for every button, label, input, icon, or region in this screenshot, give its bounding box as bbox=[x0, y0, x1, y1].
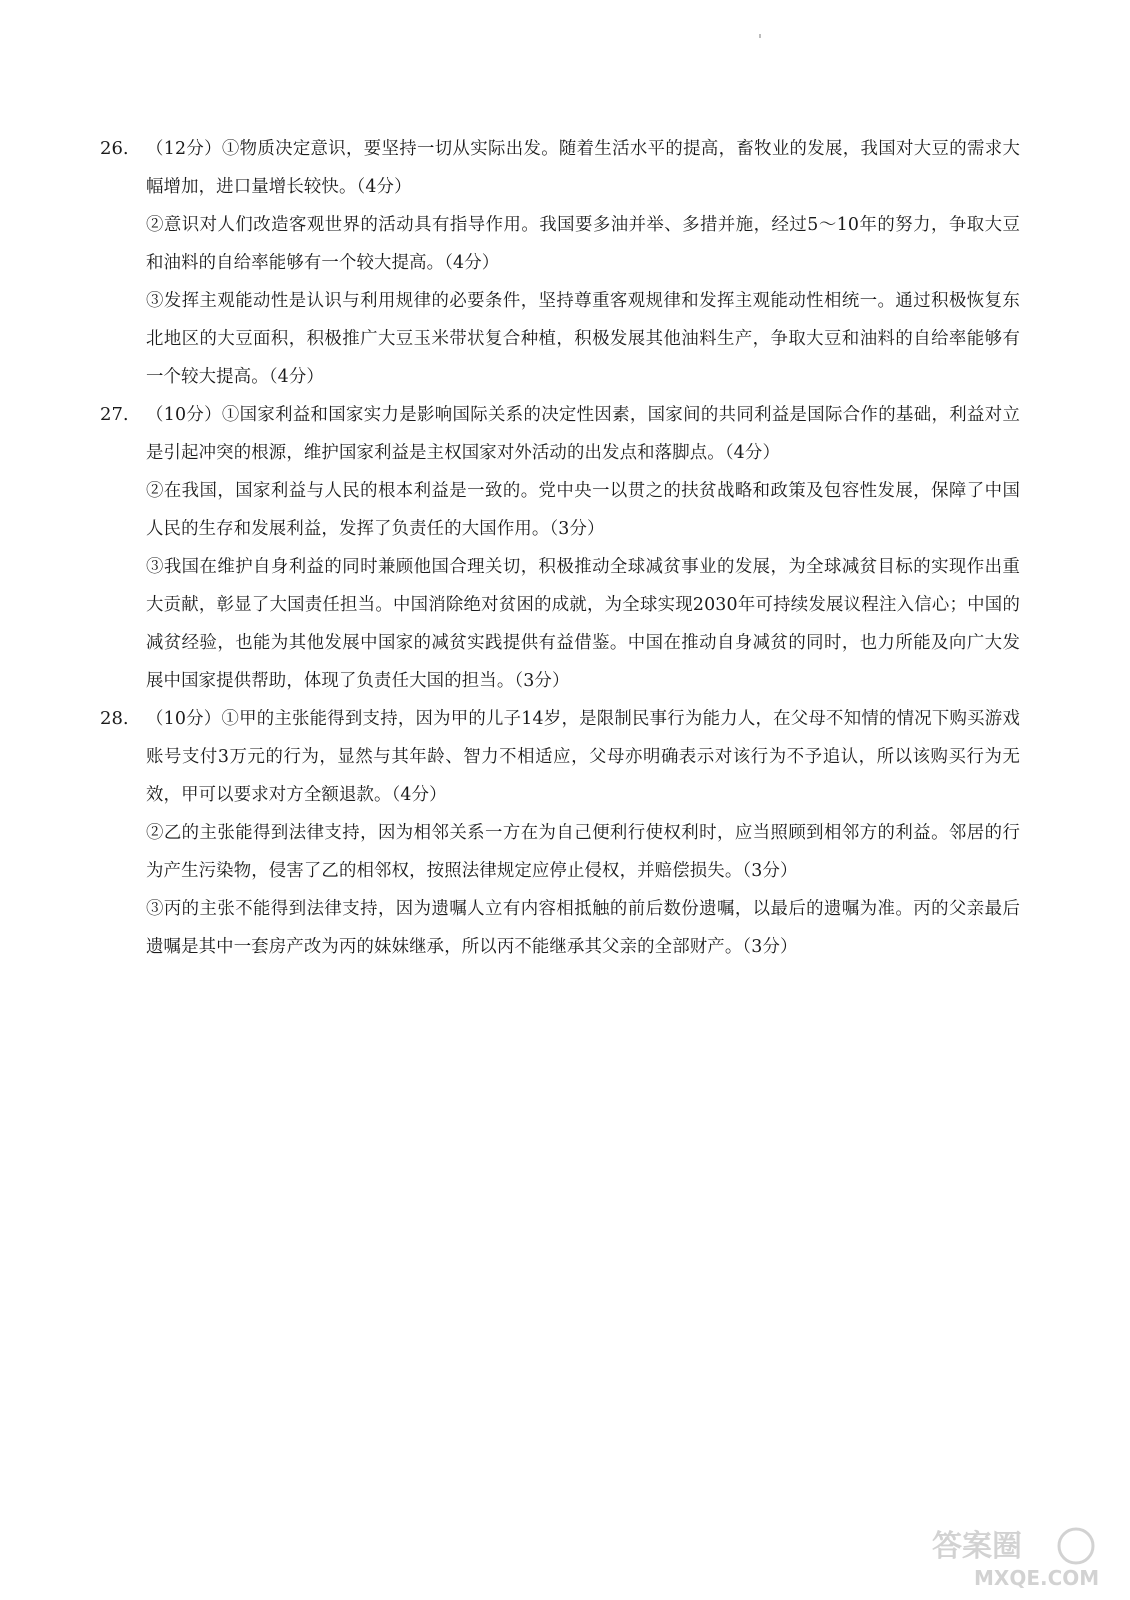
answer-paragraph: ②意识对人们改造客观世界的活动具有指导作用。我国要多油并举、多措并施，经过5～10年的努力，争取大豆和油料的自给率能够有一个较大提高。（4分） bbox=[146, 215, 1020, 273]
answer-paragraph: （10分）①国家利益和国家实力是影响国际关系的决定性因素，国家间的共同利益是国际合作的基础，利益对立是引起冲突的根源，维护国家利益是主权国家对外活动的出发点和落脚点。（4分） bbox=[146, 405, 1020, 463]
answer-paragraph: ③发挥主观能动性是认识与利用规律的必要条件，坚持尊重客观规律和发挥主观能动性相统一。通过积极恢复东北地区的大豆面积，积极推广大豆玉米带状复合种植，积极发展其他油料生产，争取大豆和油料的自给率能够有一个较大提高。（4分） bbox=[146, 291, 1020, 387]
watermark-domain: MXQE.COM bbox=[974, 1566, 1100, 1590]
answer-paragraph: ②在我国，国家利益与人民的根本利益是一致的。党中央一以贯之的扶贫战略和政策及包容性发展，保障了中国人民的生存和发展利益，发挥了负责任的大国作用。（3分） bbox=[146, 481, 1020, 539]
question-26 bbox=[100, 130, 1020, 396]
question-27 bbox=[100, 396, 1020, 700]
answer-paragraph: ③我国在维护自身利益的同时兼顾他国合理关切，积极推动全球减贫事业的发展，为全球减贫目标的实现作出重大贡献，彰显了大国责任担当。中国消除绝对贫困的成就，为全球实现2030年可持续发展议程注入信心；中国的减贫经验，也能为其他发展中国家的减贫实践提供有益借鉴。中国在推动自身减贫的同时，也力所能及向广大发展中国家提供帮助，体现了负责任大国的担当。（3分） bbox=[146, 557, 1020, 691]
question-number: 26. bbox=[100, 138, 129, 159]
watermark-logo bbox=[924, 1522, 1114, 1590]
answer-paragraph: （12分）①物质决定意识，要坚持一切从实际出发。随着生活水平的提高，畜牧业的发展，我国对大豆的需求大幅增加，进口量增长较快。（4分） bbox=[146, 139, 1020, 197]
question-number: 28. bbox=[100, 708, 129, 729]
answer-paragraph: ②乙的主张能得到法律支持，因为相邻关系一方在为自己便利行使权利时，应当照顾到相邻方的利益。邻居的行为产生污染物，侵害了乙的相邻权，按照法律规定应停止侵权，并赔偿损失。（3分） bbox=[146, 823, 1020, 881]
question-answer-body bbox=[146, 130, 1020, 396]
question-28 bbox=[100, 700, 1020, 966]
watermark-circle bbox=[1059, 1529, 1093, 1563]
question-number: 27. bbox=[100, 404, 129, 425]
answer-paragraph: ③丙的主张不能得到法律支持，因为遗嘱人立有内容相抵触的前后数份遗嘱，以最后的遗嘱为准。丙的父亲最后遗嘱是其中一套房产改为丙的妹妹继承，所以丙不能继承其父亲的全部财产。（3分） bbox=[146, 899, 1020, 957]
answer-paragraph: （10分）①甲的主张能得到支持，因为甲的儿子14岁，是限制民事行为能力人，在父母不知情的情况下购买游戏账号支付3万元的行为，显然与其年龄、智力不相适应，父母亦明确表示对该行为不予追认，所以该购买行为无效，甲可以要求对方全额退款。（4分） bbox=[146, 709, 1020, 805]
watermark-title: 答案圈 bbox=[932, 1529, 1022, 1564]
question-answer-body bbox=[146, 396, 1020, 700]
question-answer-body bbox=[146, 700, 1020, 966]
scan-mark bbox=[759, 34, 761, 38]
answer-content bbox=[100, 130, 1020, 966]
